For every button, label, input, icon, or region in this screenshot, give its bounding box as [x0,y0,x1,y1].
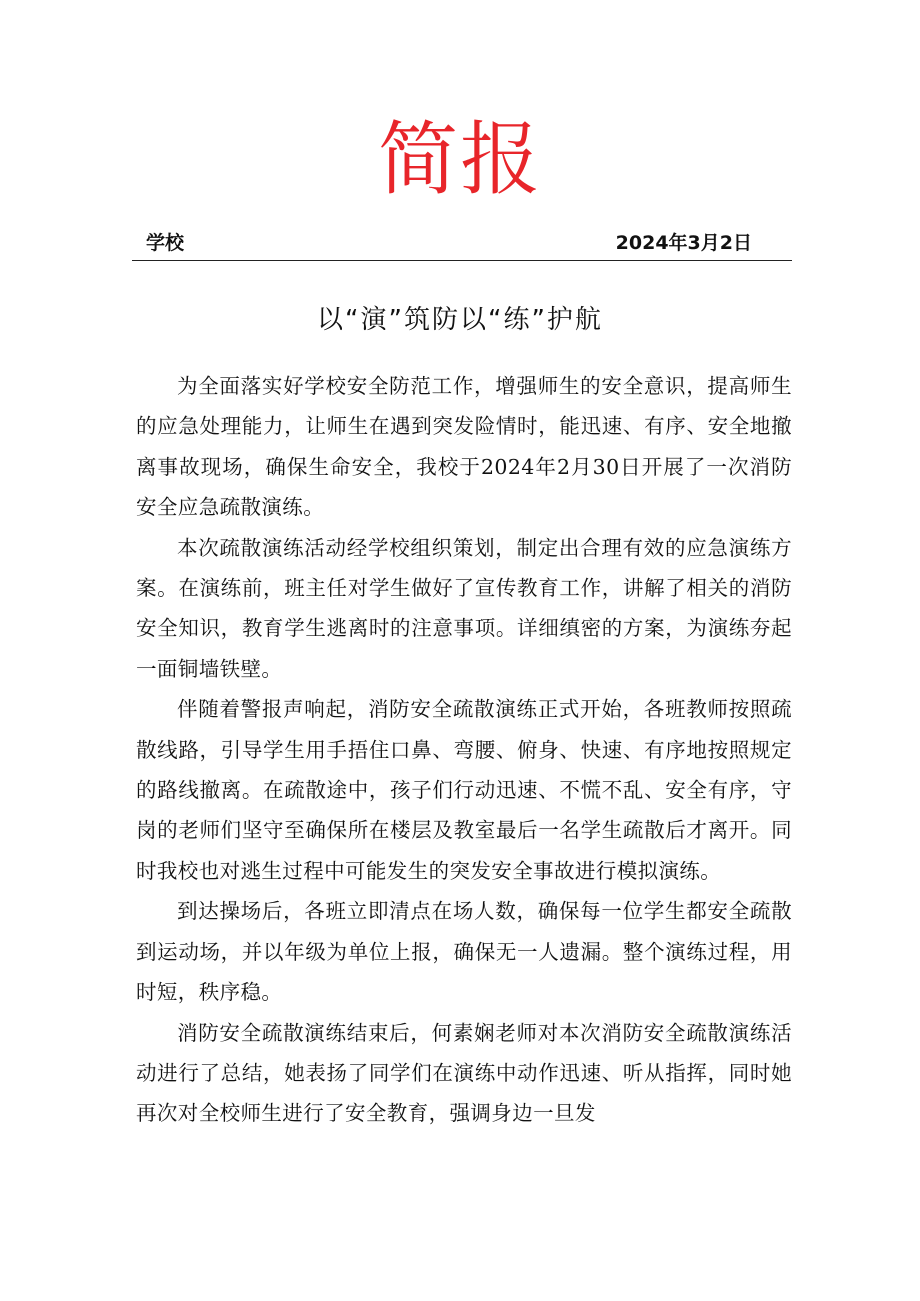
article-body [136,366,792,1134]
meta-row [132,228,792,261]
article-paragraph: 消防安全疏散演练结束后，何素娴老师对本次消防安全疏散演练活动进行了总结，她表扬了同学们在演练中动作迅速、听从指挥，同时她再次对全校师生进行了安全教育，强调身边一旦发 [136,1020,792,1126]
issue-date: 2024年3月2日 [615,232,752,254]
article-headline: 以“演”筑防以“练”护航 [317,305,603,335]
article-paragraph: 到达操场后，各班立即清点在场人数，确保每一位学生都安全疏散到运动场，并以年级为单位上报，确保无一人遗漏。整个演练过程，用时短，秩序稳。 [136,899,792,1005]
masthead-title: 简报 [378,113,542,206]
source-label: 学校 [146,232,185,254]
article-paragraph: 伴随着警报声响起，消防安全疏散演练正式开始，各班教师按照疏散线路，引导学生用手捂住口鼻、弯腰、俯身、快速、有序地按照规定的路线撤离。在疏散途中，孩子们行动迅速、不慌不乱、安全有序，守岗的老师们坚守至确保所在楼层及教室最后一名学生疏散后才离开。同时我校也对逃生过程中可能发生的突发安全事故进行模拟演练。 [136,697,792,883]
article-paragraph: 本次疏散演练活动经学校组织策划，制定出合理有效的应急演练方案。在演练前，班主任对学生做好了宣传教育工作，讲解了相关的消防安全知识，教育学生逃离时的注意事项。详细缜密的方案，为演练夯起一面铜墙铁壁。 [136,535,792,681]
article-paragraph: 为全面落实好学校安全防范工作，增强师生的安全意识，提高师生的应急处理能力，让师生在遇到突发险情时，能迅速、有序、安全地撤离事故现场，确保生命安全，我校于2024年2月30日开展了一次消防安全应急疏散演练。 [136,374,792,520]
